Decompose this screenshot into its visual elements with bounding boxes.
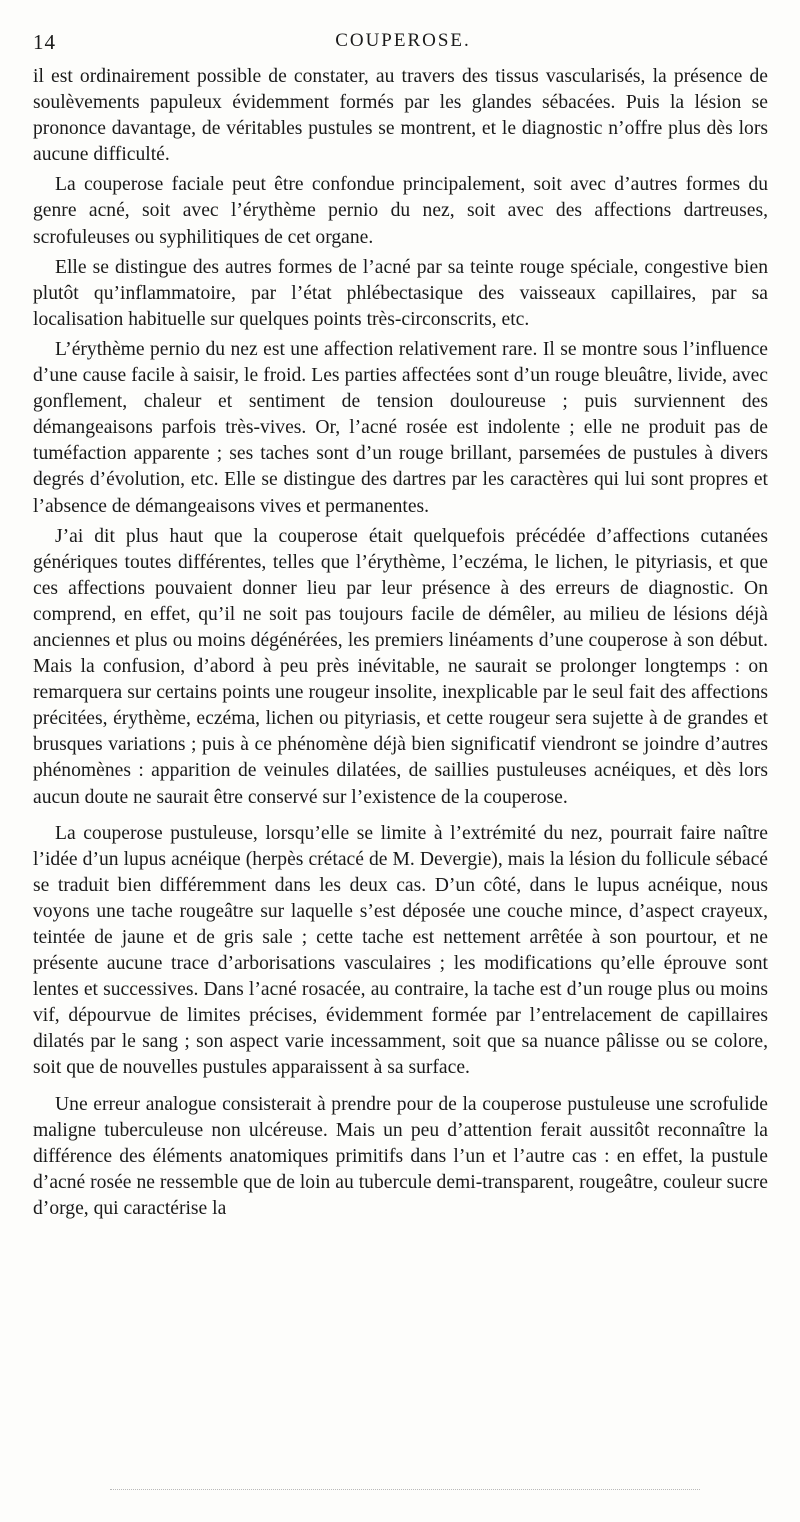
footer-dotted-rule — [110, 1489, 700, 1490]
paragraph-3: Elle se distingue des autres formes de l’acné par sa teinte rouge spéciale, congestive bien plutôt qu’inflammatoire, par l’état phlébectasique des vaisseaux capillaires, par sa localisation habituelle sur quelques points très-circonscrits, etc. — [33, 256, 768, 330]
paragraph-6: La couperose pustuleuse, lorsqu’elle se limite à l’extrémité du nez, pourrait faire naître l’idée d’un lupus acnéique (herpès crétacé de M. Devergie), mais la lésion du follicule sébacé se traduit bien différemment dans les deux cas. D’un côté, dans le lupus acnéique, nous voyons une tache rougeâtre sur laquelle s’est déposée une couche mince, d’aspect crayeux, teintée de jaune et de gris sale ; cette tache est nettement arrêtée à son pourtour, et ne présente aucune trace d’arborisations vasculaires ; les modifications qu’elle éprouve sont lentes et successives. Dans l’acné rosacée, au contraire, la tache est d’un rouge plus ou moins vif, dépourvue de limites précises, évidemment formée par l’entrelacement de capillaires dilatés par le sang ; son aspect varie incessamment, soit que sa nuance pâlisse ou se colore, soit que de nouvelles pustules apparaissent à sa surface. — [33, 822, 768, 1079]
running-title: COUPEROSE. — [335, 30, 471, 51]
page-number: 14 — [33, 30, 56, 54]
page-header — [33, 30, 773, 60]
paragraph-1: il est ordinairement possible de constater, au travers des tissus vascularisés, la présence de soulèvements papuleux évidemment formés par les glandes sébacées. Puis la lésion se prononce davantage, de véritables pustules se montrent, et le diagnostic n’offre plus dès lors aucune difficulté. — [33, 66, 768, 166]
paragraph-5: J’ai dit plus haut que la couperose était quelquefois précédée d’affections cutanées génériques toutes différentes, telles que l’érythème, l’eczéma, le lichen, le pityriasis, et que ces affections pouvaient donner lieu par leur présence à des erreurs de diagnostic. On comprend, en effet, qu’il ne soit pas toujours facile de démêler, au milieu de lésions déjà anciennes et plus ou moins dégénérées, les premiers linéaments d’une couperose à son début. Mais la confusion, d’abord à peu près inévitable, ne saurait se prolonger longtemps : on remarquera sur certains points une rougeur insolite, inexplicable par le seul fait des affections précitées, érythème, eczéma, lichen ou pityriasis, et cette rougeur sera sujette à de grandes et brusques variations ; puis à ce phénomène déjà bien significatif viendront se joindre d’autres phénomènes : apparition de veinules dilatées, de saillies pustuleuses acnéiques, et dès lors aucun doute ne saurait être conservé sur l’existence de la couperose. — [33, 525, 768, 808]
body-text — [33, 64, 768, 1222]
paragraph-2: La couperose faciale peut être confondue principalement, soit avec d’autres formes du genre acné, soit avec l’érythème pernio du nez, soit avec des affections dartreuses, scrofuleuses ou syphilitiques de cet organe. — [33, 174, 768, 248]
paragraph-7: Une erreur analogue consisterait à prendre pour de la couperose pustuleuse une scrofulide maligne tuberculeuse non ulcéreuse. Mais un peu d’attention ferait aussitôt reconnaître la différence des éléments anatomiques primitifs dans l’un et l’autre cas : en effet, la pustule d’acné rosée ne ressemble que de loin au tubercule demi-transparent, rougeâtre, couleur sucre d’orge, qui caractérise la — [33, 1093, 768, 1219]
paragraph-4: L’érythème pernio du nez est une affection relativement rare. Il se montre sous l’influence d’une cause facile à saisir, le froid. Les parties affectées sont d’un rouge bleuâtre, livide, avec gonflement, chaleur et sentiment de tension douloureuse ; puis surviennent des démangeaisons parfois très-vives. Or, l’acné rosée est indolente ; elle ne produit pas de tuméfaction apparente ; ses taches sont d’un rouge brillant, parsemées de pustules à divers degrés d’évolution, etc. Elle se distingue des dartres par les caractères qui lui sont propres et l’absence de démangeaisons vives et permanentes. — [33, 338, 768, 517]
